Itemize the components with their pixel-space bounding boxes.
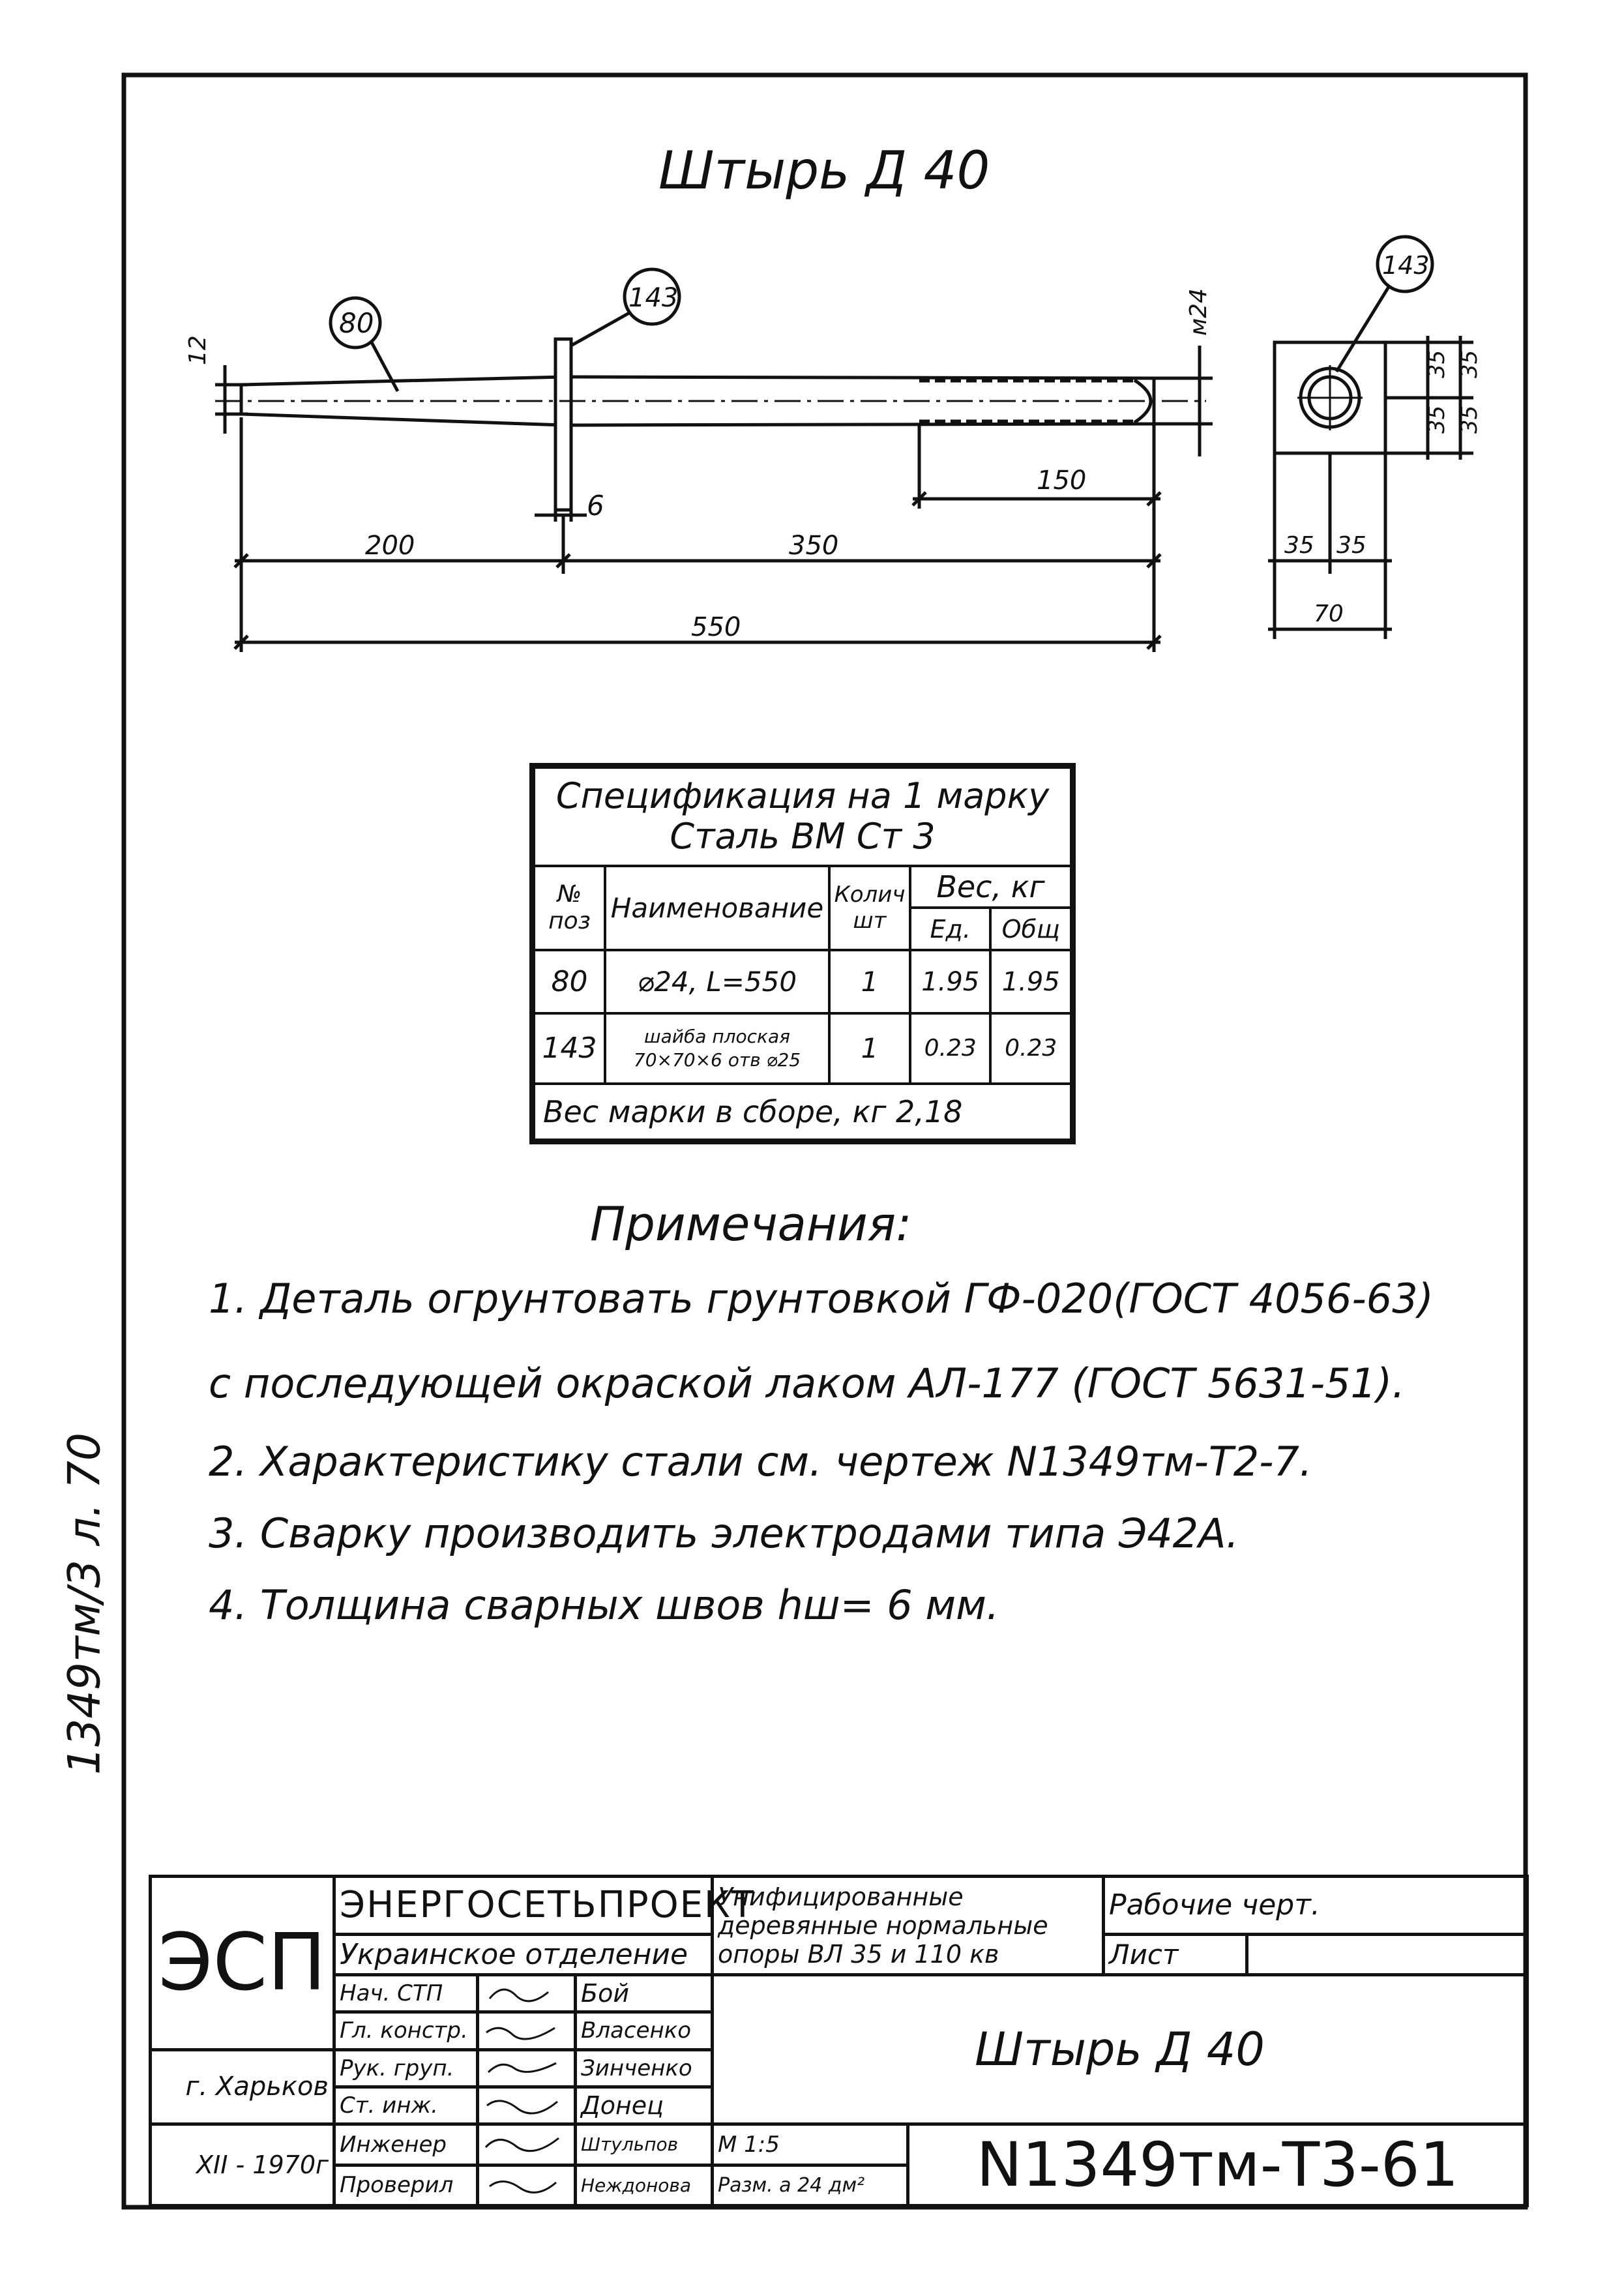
- signature-4: [478, 2087, 576, 2124]
- sheet-number: [1247, 1934, 1528, 1974]
- note-line-2: с последующей окраской лаком АЛ-177 (ГОСТ 5631-51).: [209, 1360, 1405, 1407]
- title-block: [149, 1875, 1526, 2207]
- dim-side-v2: 35: [1456, 350, 1483, 378]
- name-2: Власенко: [576, 2012, 713, 2049]
- name-4: Донец: [576, 2087, 713, 2124]
- note-line-3: 2. Характеристику стали см. чертеж N1349тм-Т2-7.: [209, 1438, 1312, 1485]
- spec-row1-unit: 1.95: [910, 950, 990, 1013]
- dim-thread: м24: [1185, 288, 1212, 336]
- dim-after-washer: 350: [789, 531, 839, 561]
- table-row: [534, 950, 1071, 1013]
- spec-row2-total: 0.23: [990, 1013, 1071, 1084]
- spec-header-weight: Вес, кг: [910, 866, 1071, 908]
- washer-section: [555, 339, 571, 510]
- dim-side-v4: 35: [1456, 405, 1483, 434]
- dim-to-washer: 200: [365, 531, 415, 561]
- city: г. Харьков: [151, 2049, 334, 2124]
- scale: М 1:5: [713, 2124, 908, 2165]
- spec-header-total: Общ: [990, 908, 1071, 950]
- signature-5: [478, 2124, 576, 2165]
- name-6: Неждонова: [576, 2165, 713, 2206]
- spec-header-qty: Колич шт: [829, 866, 910, 950]
- note-line-1: 1. Деталь огрунтовать грунтовкой ГФ-020(ГОСТ 4056-63): [209, 1275, 1434, 1322]
- org-department: Украинское отделение: [334, 1934, 713, 1974]
- size: Разм. а 24 дм²: [713, 2165, 908, 2206]
- role-4: Ст. инж.: [334, 2087, 478, 2124]
- spec-row2-pos: 143: [534, 1013, 605, 1084]
- signature-2: [478, 2012, 576, 2049]
- role-2: Гл. констр.: [334, 2012, 478, 2049]
- margin-note: 1349тм/3 л. 70: [59, 1433, 111, 1775]
- role-1: Нач. СТП: [334, 1974, 478, 2012]
- spec-row2-unit: 0.23: [910, 1013, 990, 1084]
- spec-row1-qty: 1: [829, 950, 910, 1013]
- role-5: Инженер: [334, 2124, 478, 2165]
- part-name: Штырь Д 40: [713, 1974, 1528, 2124]
- spec-header-unit: Ед.: [910, 908, 990, 950]
- table-row: [534, 1013, 1071, 1084]
- drawing-title: Штырь Д 40: [658, 140, 990, 201]
- dim-side-v1: 35: [1424, 350, 1450, 378]
- spec-footer: Вес марки в сборе, кг 2,18: [534, 1084, 1071, 1140]
- dim-side-h1: 35: [1284, 532, 1314, 559]
- callout-80: 80: [339, 307, 374, 339]
- dim-side-v3: 35: [1424, 405, 1450, 434]
- callout-143: 143: [628, 283, 679, 313]
- callout-143-side: 143: [1382, 251, 1430, 280]
- spec-title-line1: Спецификация на 1 марку: [555, 775, 1050, 817]
- drawing-number: N1349тм-Т3-61: [908, 2124, 1528, 2206]
- dim-threaded-len: 150: [1037, 466, 1087, 496]
- project-name: Унифицированные деревянные нормальные опоры ВЛ 35 и 110 кв: [713, 1877, 1104, 1975]
- sheet-label: Лист: [1104, 1934, 1247, 1974]
- date: XII - 1970г: [151, 2124, 334, 2206]
- dim-total-len: 550: [691, 612, 741, 642]
- spec-header-name: Наименование: [605, 866, 829, 950]
- dim-side-total: 70: [1314, 601, 1344, 627]
- spec-header-pos: № поз: [534, 866, 605, 950]
- dim-side-h2: 35: [1336, 532, 1366, 559]
- name-5: Штульпов: [576, 2124, 713, 2165]
- name-1: Бой: [576, 1974, 713, 2012]
- role-6: Проверил: [334, 2165, 478, 2206]
- name-3: Зинченко: [576, 2049, 713, 2087]
- stage: Рабочие черт.: [1104, 1877, 1528, 1935]
- spec-row2-qty: 1: [829, 1013, 910, 1084]
- spec-title-line2: Сталь ВМ Ст 3: [670, 816, 936, 857]
- org-name: ЭНЕРГОСЕТЬПРОЕКТ: [334, 1877, 713, 1935]
- spec-row1-name: ⌀24, L=550: [605, 950, 829, 1013]
- washer-side-view: [1239, 222, 1486, 652]
- spec-row2-name: шайба плоская 70×70×6 отв ⌀25: [605, 1013, 829, 1084]
- notes-heading: Примечания:: [590, 1197, 912, 1251]
- signature-6: [478, 2165, 576, 2206]
- note-line-5: 4. Толщина сварных швов hш= 6 мм.: [209, 1581, 999, 1629]
- spec-row1-pos: 80: [534, 950, 605, 1013]
- logo: ЭСП: [151, 1877, 334, 2050]
- role-3: Рук. груп.: [334, 2049, 478, 2087]
- signature-1: [478, 1974, 576, 2012]
- specification-table: [529, 763, 1076, 1144]
- dim-washer-thk: 6: [587, 490, 604, 522]
- signature-3: [478, 2049, 576, 2087]
- note-line-4: 3. Сварку производить электродами типа Э42А.: [209, 1510, 1239, 1557]
- dim-rod-dia: 12: [185, 335, 211, 365]
- spec-row1-total: 1.95: [990, 950, 1071, 1013]
